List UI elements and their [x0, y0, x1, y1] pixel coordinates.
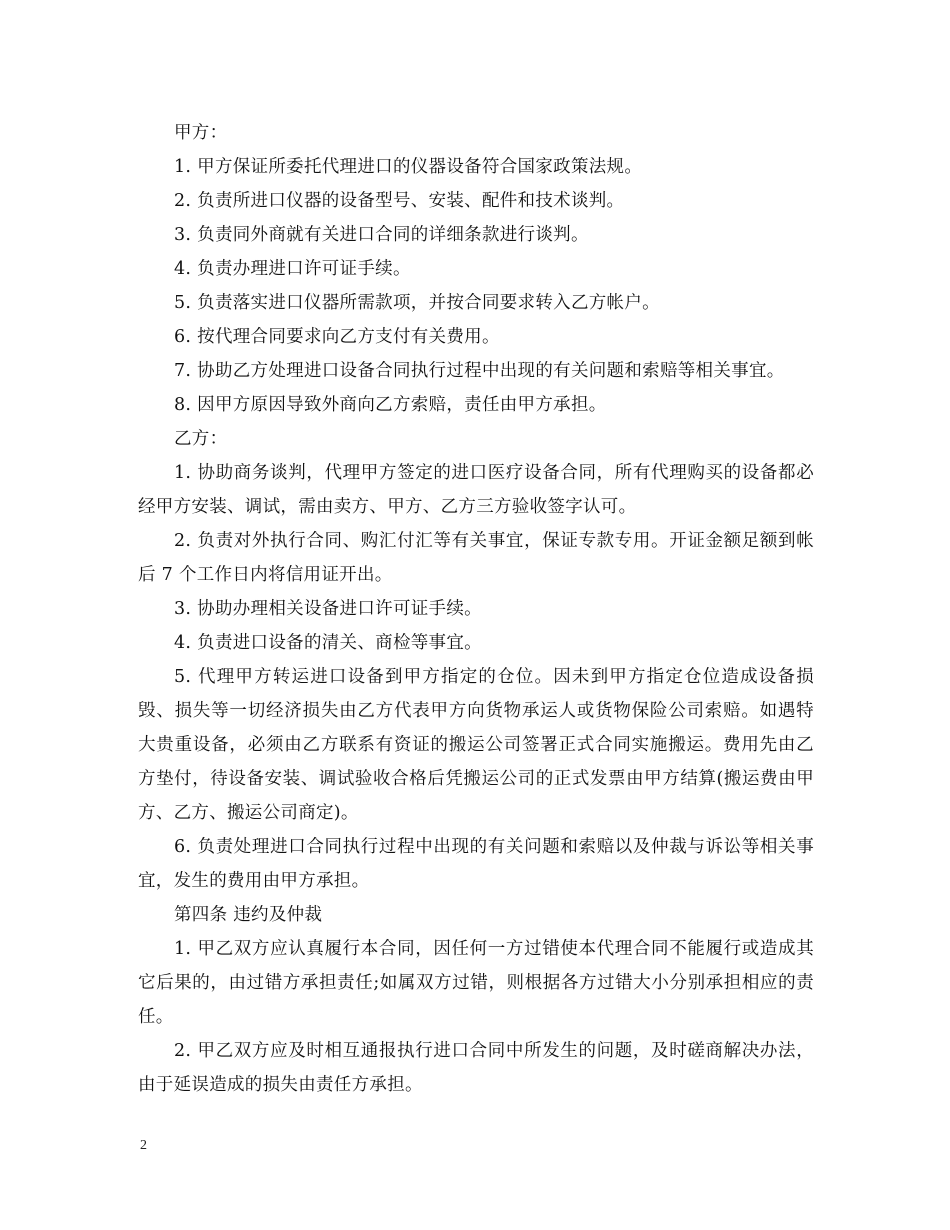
party-b-clause-6: 6. 负责处理进口合同执行过程中出现的有关问题和索赔以及仲裁与诉讼等相关事宜，发生的费用由甲方承担。	[138, 837, 814, 891]
party-b-clause-5: 5. 代理甲方转运进口设备到甲方指定的仓位。因未到甲方指定仓位造成设备损毁、损失等一切经济损失由乙方代表甲方向货物承运人或货物保险公司索赔。如遇特大贵重设备，必须由乙方联系有资证的搬运公司签署正式合同实施搬运。费用先由乙方垫付，待设备安装、调试验收合格后凭搬运公司的正式发票由甲方结算(搬运费由甲方、乙方、搬运公司商定)。	[138, 667, 814, 823]
party-a-clause-4: 4. 负责办理进口许可证手续。	[174, 259, 411, 279]
party-a-clause-6: 6. 按代理合同要求向乙方支付有关费用。	[174, 327, 500, 347]
party-a-clause-2: 2. 负责所进口仪器的设备型号、安装、配件和技术谈判。	[174, 191, 625, 211]
document-body	[138, 116, 814, 1102]
party-a-heading: 甲方：	[174, 123, 228, 143]
party-b-clause-4: 4. 负责进口设备的清关、商检等事宜。	[174, 633, 482, 653]
party-b-clause-2: 2. 负责对外执行合同、购汇付汇等有关事宜，保证专款专用。开证金额足额到帐后 7 个工作日内将信用证开出。	[138, 531, 814, 585]
article-4-clause-2: 2. 甲乙双方应及时相互通报执行进口合同中所发生的问题，及时磋商解决办法，由于延误造成的损失由责任方承担。	[138, 1041, 814, 1095]
party-a-clause-3: 3. 负责同外商就有关进口合同的详细条款进行谈判。	[174, 225, 589, 245]
page-number: 2	[140, 1138, 147, 1153]
party-a-clause-8: 8. 因甲方原因导致外商向乙方索赔，责任由甲方承担。	[174, 395, 607, 415]
party-b-clause-3: 3. 协助办理相关设备进口许可证手续。	[174, 599, 482, 619]
party-a-clause-7: 7. 协助乙方处理进口设备合同执行过程中出现的有关问题和索赔等相关事宜。	[174, 361, 785, 381]
party-b-heading: 乙方：	[174, 429, 228, 449]
article-4-clause-1: 1. 甲乙双方应认真履行本合同，因任何一方过错使本代理合同不能履行或造成其它后果的，由过错方承担责任;如属双方过错，则根据各方过错大小分别承担相应的责任。	[138, 939, 814, 1027]
party-a-clause-1: 1. 甲方保证所委托代理进口的仪器设备符合国家政策法规。	[174, 157, 643, 177]
party-a-clause-5: 5. 负责落实进口仪器所需款项，并按合同要求转入乙方帐户。	[174, 293, 660, 313]
party-b-clause-1: 1. 协助商务谈判，代理甲方签定的进口医疗设备合同，所有代理购买的设备都必经甲方安装、调试，需由卖方、甲方、乙方三方验收签字认可。	[138, 463, 814, 517]
article-4-heading: 第四条 违约及仲裁	[174, 905, 323, 925]
